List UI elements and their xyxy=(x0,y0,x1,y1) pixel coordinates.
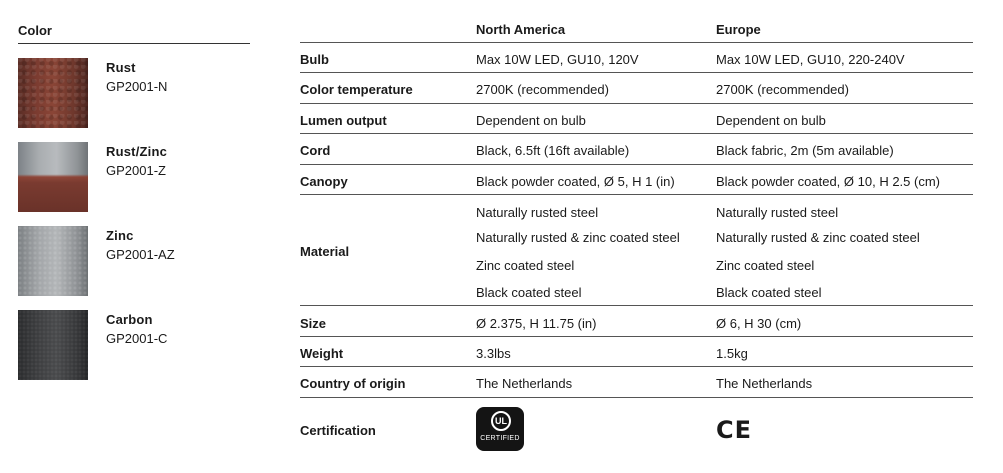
color-option-rust[interactable] xyxy=(18,58,250,128)
color-name: Rust/Zinc xyxy=(106,144,168,159)
spec-row-color-temperature xyxy=(300,73,973,104)
color-code: GP2001-C xyxy=(106,331,168,346)
spec-row-canopy xyxy=(300,165,973,195)
color-option-carbon[interactable] xyxy=(18,310,250,380)
color-name: Rust xyxy=(106,60,136,75)
rust-swatch xyxy=(18,58,88,128)
carbon-swatch xyxy=(18,310,88,380)
value-north-america: Max 10W LED, GU10, 120V xyxy=(476,52,639,67)
spec-row-size xyxy=(300,306,973,337)
color-code: GP2001-Z xyxy=(106,163,166,178)
row-label: Weight xyxy=(300,346,344,361)
column-header-north-america: North America xyxy=(476,22,566,37)
rust-zinc-swatch xyxy=(18,142,88,212)
spec-row-country-of-origin xyxy=(300,367,973,398)
value-europe: 1.5kg xyxy=(716,346,748,361)
value-europe: Naturally rusted & zinc coated steel xyxy=(716,230,920,245)
row-label: Cord xyxy=(300,143,331,158)
value-europe: Black powder coated, Ø 10, H 2.5 (cm) xyxy=(716,174,940,189)
value-north-america: The Netherlands xyxy=(476,376,573,391)
value-north-america: Black, 6.5ft (16ft available) xyxy=(476,143,630,158)
row-label: Material xyxy=(300,244,350,259)
value-europe: Black fabric, 2m (5m available) xyxy=(716,143,894,158)
color-code: GP2001-N xyxy=(106,79,168,94)
value-north-america: Black coated steel xyxy=(476,285,582,300)
ce-mark-logo: CE xyxy=(716,416,753,444)
zinc-swatch xyxy=(18,226,88,296)
value-europe: Zinc coated steel xyxy=(716,258,815,273)
value-europe: Black coated steel xyxy=(716,285,822,300)
color-name: Zinc xyxy=(106,228,134,243)
value-north-america: 2700K (recommended) xyxy=(476,82,609,97)
color-code: GP2001-AZ xyxy=(106,247,175,262)
spec-row-cord xyxy=(300,134,973,165)
spec-row-material xyxy=(300,195,973,306)
color-section xyxy=(18,0,250,346)
value-north-america: Naturally rusted & zinc coated steel xyxy=(476,230,680,245)
value-north-america: Zinc coated steel xyxy=(476,258,575,273)
value-europe: Naturally rusted steel xyxy=(716,205,839,220)
column-header-europe: Europe xyxy=(716,22,761,37)
value-north-america: Ø 2.375, H 11.75 (in) xyxy=(476,316,597,331)
value-europe: Dependent on bulb xyxy=(716,113,826,128)
value-europe: Ø 6, H 30 (cm) xyxy=(716,316,802,331)
row-label: Canopy xyxy=(300,174,348,189)
row-label: Certification xyxy=(300,423,376,438)
spec-header-row xyxy=(300,0,973,43)
spec-row-weight xyxy=(300,337,973,367)
row-label: Color temperature xyxy=(300,82,413,97)
ul-certified-text: CERTIFIED xyxy=(480,435,520,442)
row-label: Country of origin xyxy=(300,376,406,391)
spec-row-certification xyxy=(300,398,973,458)
row-label: Bulb xyxy=(300,52,329,67)
color-option-zinc[interactable] xyxy=(18,226,250,296)
value-europe: 2700K (recommended) xyxy=(716,82,849,97)
value-north-america: Dependent on bulb xyxy=(476,113,586,128)
spec-row-bulb xyxy=(300,43,973,73)
value-europe: The Netherlands xyxy=(716,376,813,391)
ul-certified-logo xyxy=(476,407,524,451)
color-heading: Color xyxy=(18,0,250,44)
value-north-america: Naturally rusted steel xyxy=(476,205,599,220)
color-name: Carbon xyxy=(106,312,153,327)
value-europe: Max 10W LED, GU10, 220-240V xyxy=(716,52,905,67)
ul-mark: UL xyxy=(491,411,511,431)
row-label: Lumen output xyxy=(300,113,387,128)
value-north-america: 3.3lbs xyxy=(476,346,511,361)
value-north-america: Black powder coated, Ø 5, H 1 (in) xyxy=(476,174,675,189)
spec-row-lumen-output xyxy=(300,104,973,134)
row-label: Size xyxy=(300,316,327,331)
color-option-rust-zinc[interactable] xyxy=(18,142,250,212)
